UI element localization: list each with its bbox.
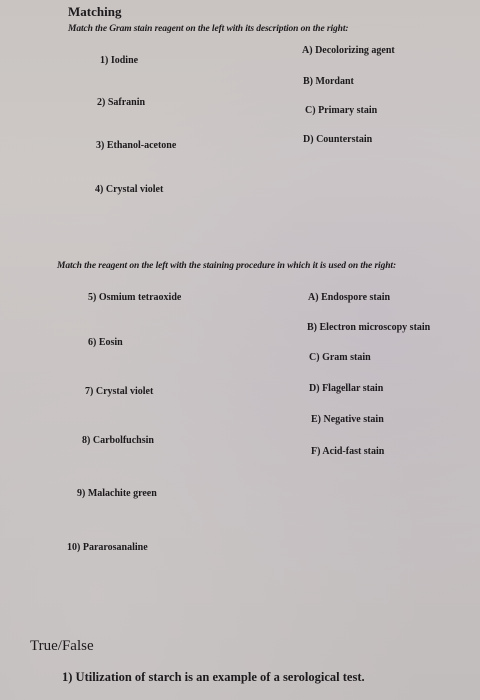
item-number: 7) bbox=[85, 386, 94, 397]
item-text: Malachite green bbox=[87, 488, 157, 499]
section2-left-item-5 bbox=[88, 292, 181, 303]
item-text: Pararosanaline bbox=[82, 542, 148, 553]
item-number: 6) bbox=[88, 337, 97, 348]
section1-instruction: Match the Gram stain reagent on the left with its description on the right: bbox=[68, 24, 349, 34]
section2-left-item-9 bbox=[77, 488, 157, 499]
section2-left-item-10 bbox=[67, 542, 148, 553]
item-number: 8) bbox=[82, 435, 91, 446]
question-number: 1) bbox=[62, 670, 73, 684]
option-letter: B) bbox=[303, 76, 313, 87]
section1-right-option-b bbox=[303, 76, 354, 87]
section2-right-option-e bbox=[311, 414, 384, 425]
matching-heading: Matching bbox=[68, 4, 122, 19]
item-text: Carbolfuchsin bbox=[92, 435, 154, 446]
option-text: Counterstain bbox=[316, 134, 373, 145]
option-text: Endospore stain bbox=[321, 292, 391, 303]
section1-left-item-3 bbox=[96, 140, 176, 151]
option-letter: D) bbox=[309, 383, 320, 394]
option-text: Primary stain bbox=[318, 105, 378, 116]
item-number: 3) bbox=[96, 140, 105, 151]
section1-left-item-1 bbox=[100, 55, 138, 66]
section2-left-item-7 bbox=[85, 386, 153, 397]
option-letter: C) bbox=[309, 352, 320, 363]
section2-left-item-6 bbox=[88, 337, 123, 348]
option-letter: F) bbox=[311, 446, 321, 457]
item-number: 10) bbox=[67, 542, 81, 553]
item-number: 4) bbox=[95, 184, 104, 195]
option-text: Flagellar stain bbox=[322, 383, 384, 394]
section1-left-item-4 bbox=[95, 184, 163, 195]
section2-right-option-d bbox=[309, 383, 383, 394]
item-number: 9) bbox=[77, 488, 86, 499]
option-text: Decolorizing agent bbox=[315, 45, 395, 56]
section2-left-item-8 bbox=[82, 435, 154, 446]
option-text: Negative stain bbox=[323, 414, 384, 425]
item-text: Iodine bbox=[110, 55, 139, 66]
item-number: 2) bbox=[97, 97, 106, 108]
item-text: Safranin bbox=[107, 97, 146, 108]
option-letter: D) bbox=[303, 134, 314, 145]
option-letter: A) bbox=[302, 45, 313, 56]
option-text: Electron microscopy stain bbox=[319, 322, 431, 333]
option-text: Mordant bbox=[315, 76, 354, 87]
option-letter: C) bbox=[305, 105, 316, 116]
option-letter: E) bbox=[311, 414, 321, 425]
section1-right-option-a bbox=[302, 45, 395, 56]
item-text: Ethanol-acetone bbox=[106, 140, 177, 151]
item-number: 5) bbox=[88, 292, 97, 303]
item-text: Crystal violet bbox=[95, 386, 154, 397]
section1-right-option-d bbox=[303, 134, 372, 145]
section1-right-option-c bbox=[305, 105, 377, 116]
true-false-heading: True/False bbox=[30, 638, 94, 654]
option-text: Gram stain bbox=[322, 352, 371, 363]
item-text: Crystal violet bbox=[105, 184, 164, 195]
tf-question-1 bbox=[62, 670, 365, 685]
item-number: 1) bbox=[100, 55, 109, 66]
option-letter: B) bbox=[307, 322, 317, 333]
option-text: Acid-fast stain bbox=[322, 446, 385, 457]
section2-instruction: Match the reagent on the left with the staining procedure in which it is used on the right: bbox=[57, 261, 397, 271]
section2-right-option-a bbox=[308, 292, 390, 303]
option-letter: A) bbox=[308, 292, 319, 303]
section2-right-option-b bbox=[307, 322, 430, 333]
item-text: Eosin bbox=[98, 337, 123, 348]
section1-left-item-2 bbox=[97, 97, 145, 108]
section2-right-option-c bbox=[309, 352, 371, 363]
item-text: Osmium tetraoxide bbox=[98, 292, 182, 303]
section2-right-option-f bbox=[311, 446, 384, 457]
question-text: Utilization of starch is an example of a serological test. bbox=[75, 670, 365, 684]
